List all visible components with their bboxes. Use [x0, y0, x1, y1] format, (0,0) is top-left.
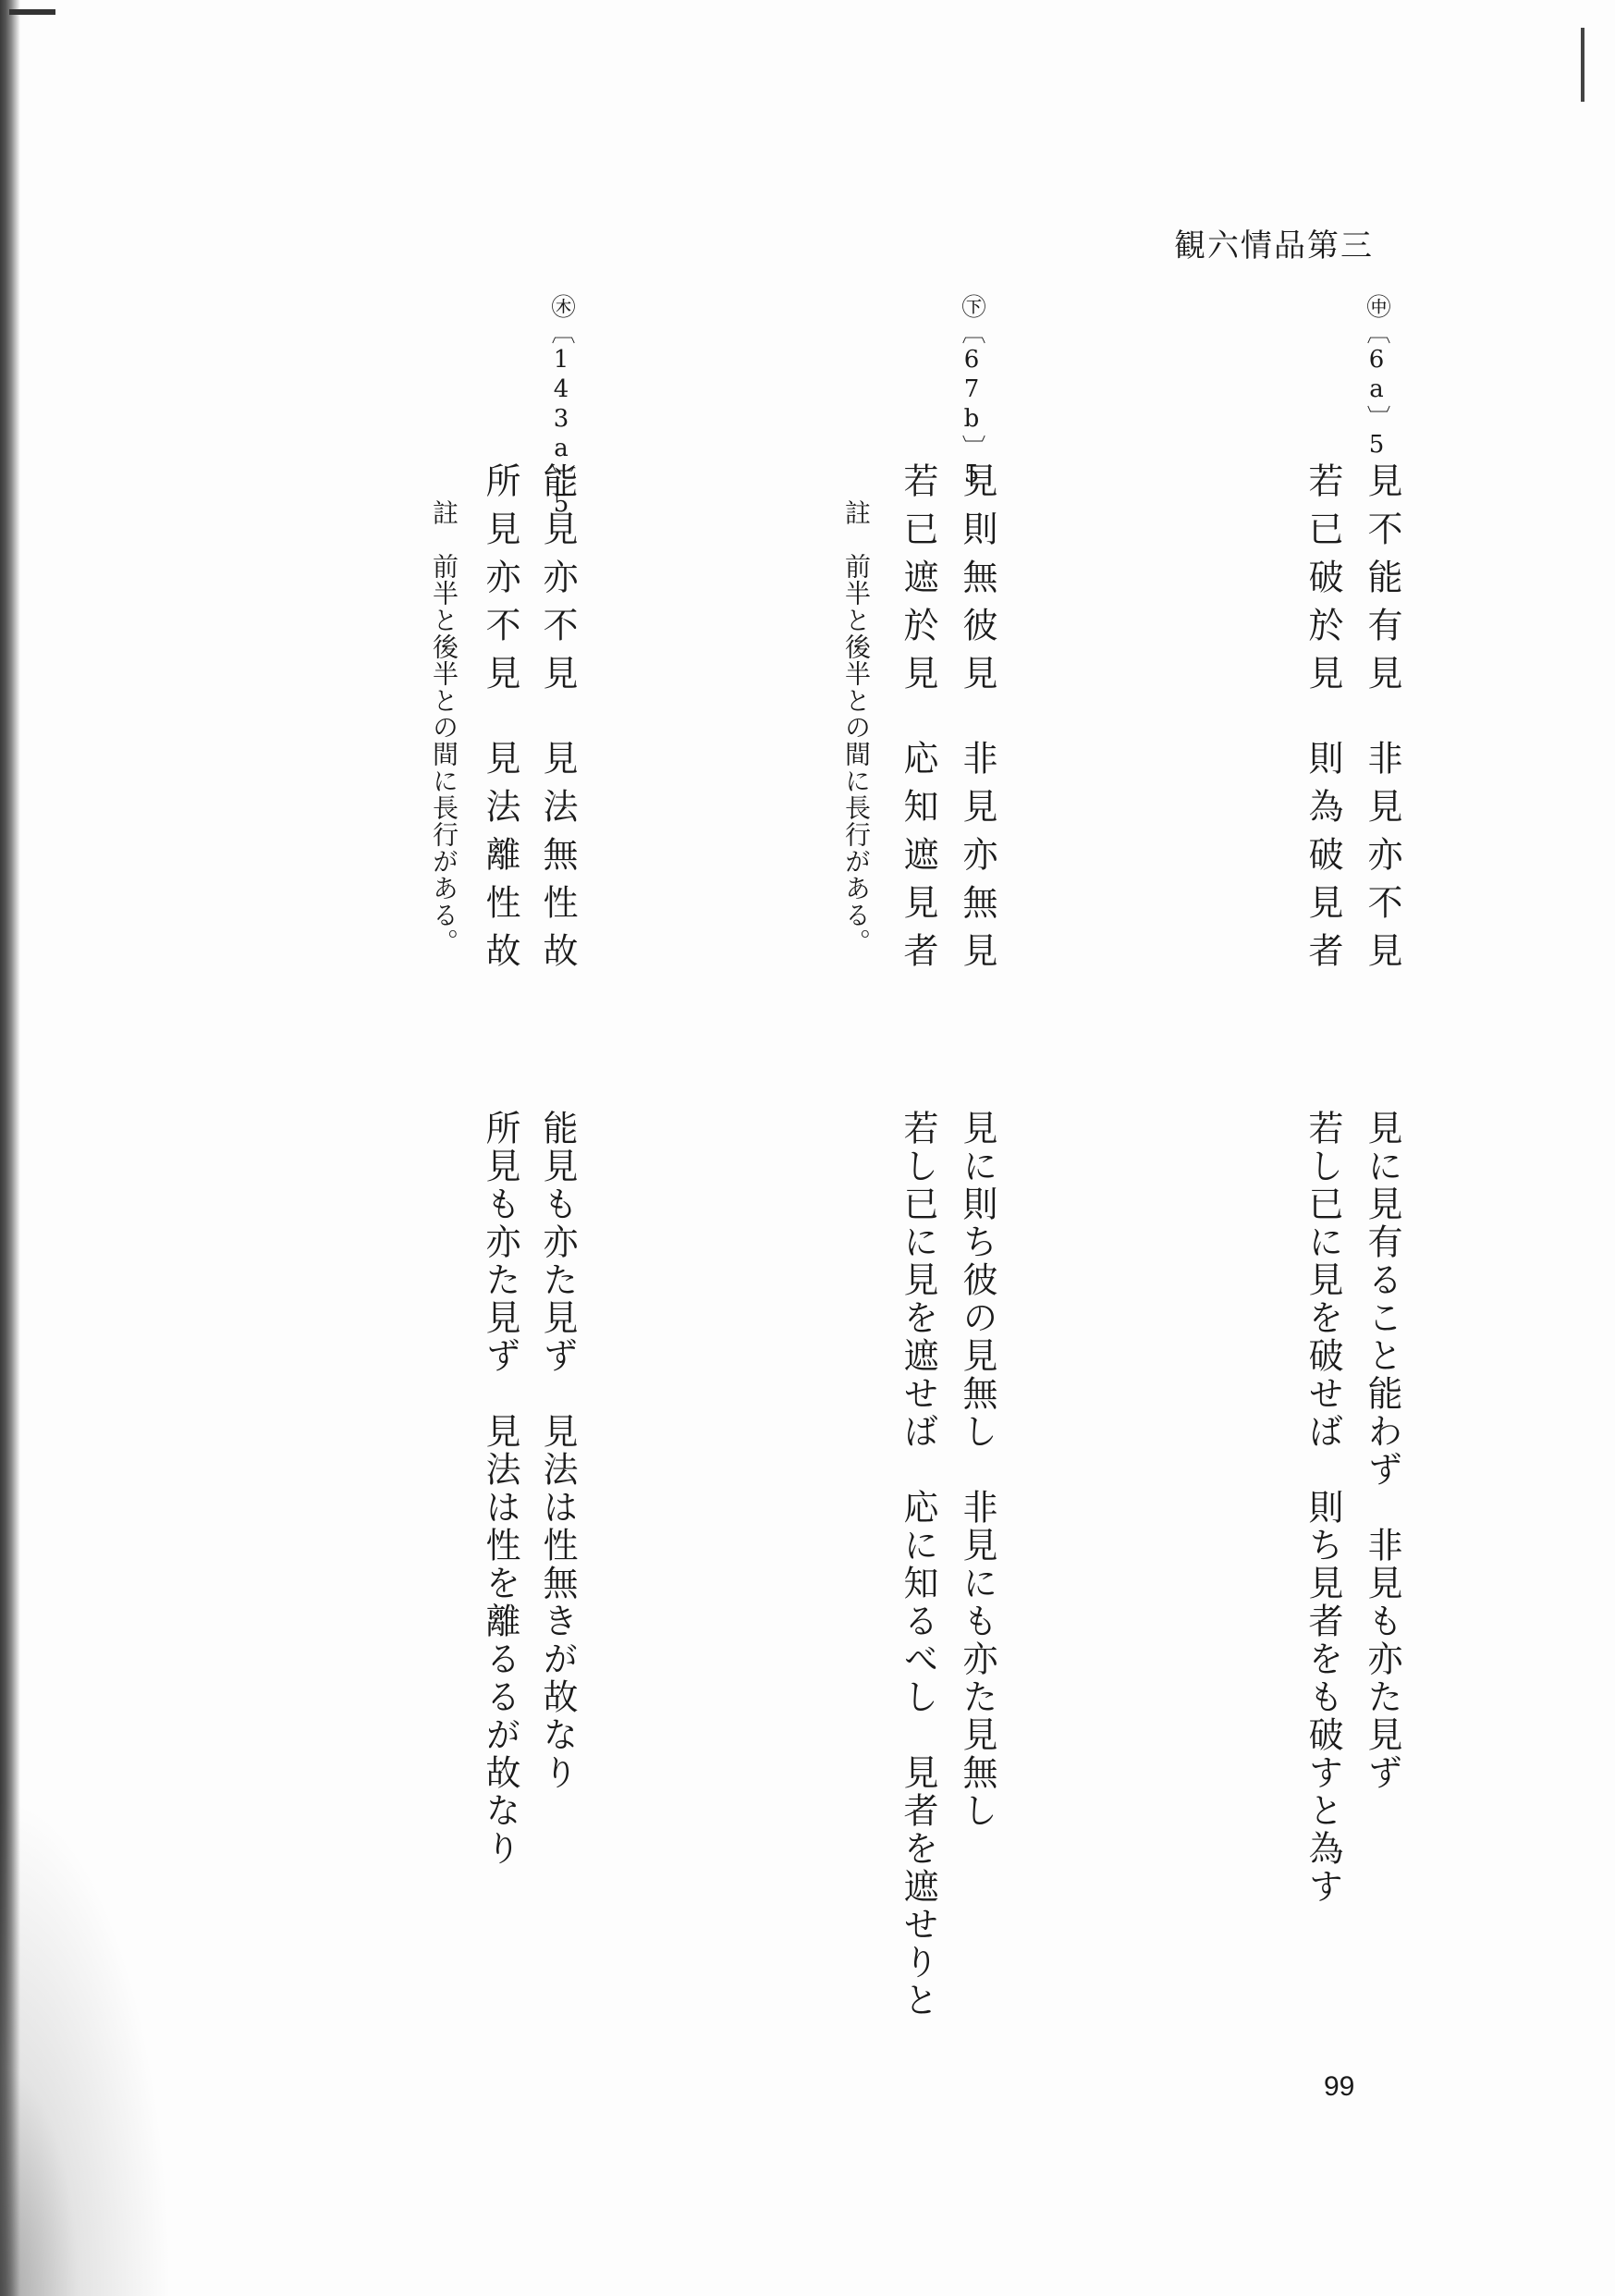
section-2-translation-line-1: 見に則ち彼の見無し 非見にも亦た見無し	[957, 1110, 997, 1830]
verse-half: 非見亦不見	[1362, 740, 1402, 980]
page-number: 99	[1324, 2071, 1355, 2102]
section-2-reference: 〔67b〕5	[958, 320, 985, 490]
section-3-verse-line-1	[537, 462, 578, 980]
section-1-translation-line-2: 若し已に見を破せば 則ち見者をも破すと為す	[1303, 1110, 1343, 1906]
scan-edge-mark	[1581, 28, 1584, 102]
section-1-header	[1359, 294, 1394, 460]
verse-half: 所見亦不見	[480, 462, 520, 703]
verse-half: 見則無彼見	[957, 462, 997, 703]
verse-half: 見法離性故	[480, 740, 520, 980]
section-1-translation-line-1: 見に見有ること能わず 非見も亦た見ず	[1362, 1110, 1402, 1792]
section-1-reference: 〔6a〕5	[1363, 320, 1390, 460]
section-2-marker: ㊦	[958, 294, 985, 320]
section-3-verse-line-2	[480, 462, 520, 980]
section-3-translation-line-1: 能見も亦た見ず 見法は性無きが故なり	[537, 1110, 578, 1792]
scan-shadow	[0, 1757, 185, 2296]
scan-corner-mark	[9, 9, 55, 15]
verse-half: 若已破於見	[1303, 462, 1343, 703]
section-3-reference: 〔143a〕5	[547, 320, 575, 520]
verse-half: 若已遮於見	[898, 462, 938, 703]
running-head: 観六情品第三	[1174, 227, 1374, 264]
section-2-note: 註 前半と後半との間に長行がある。	[841, 499, 872, 955]
section-1-verse-line-1	[1364, 462, 1400, 980]
verse-half: 非見亦無見	[957, 740, 997, 980]
section-1-verse-line-2	[1303, 462, 1343, 980]
section-3-note: 註 前半と後半との間に長行がある。	[429, 499, 459, 955]
section-2-translation-line-2: 若し已に見を遮せば 応に知るべし 見者を遮せりと	[898, 1110, 938, 2020]
verse-half: 則為破見者	[1303, 740, 1343, 980]
section-3-marker: ㊍	[547, 294, 575, 320]
verse-half: 見法無性故	[537, 740, 578, 980]
section-2-verse-line-2	[900, 462, 936, 980]
verse-half: 能見亦不見	[537, 462, 578, 703]
section-2-header	[954, 294, 989, 490]
section-3-translation-line-2: 所見も亦た見ず 見法は性を離るるが故なり	[480, 1110, 520, 1868]
section-2-verse-line-1	[957, 462, 997, 980]
section-1-marker: ㊥	[1363, 294, 1390, 320]
verse-half: 見不能有見	[1362, 462, 1402, 703]
verse-half: 応知遮見者	[898, 740, 938, 980]
